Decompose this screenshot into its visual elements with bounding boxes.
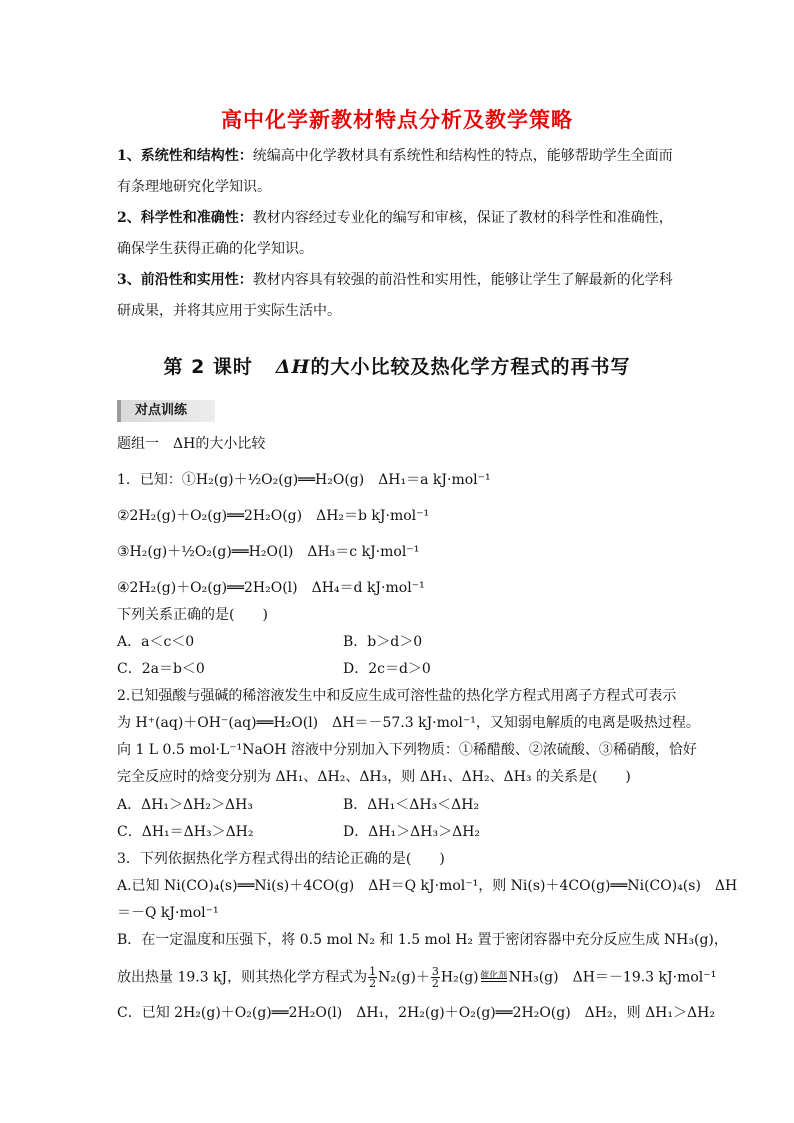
q3-option-a-line-2: ＝－Q kJ·mol⁻¹	[117, 905, 219, 921]
q3-b-text: 放出热量 19.3 kJ，则其热化学方程式为	[117, 969, 368, 986]
catalyst-label: 催化剂	[480, 971, 508, 981]
q1-option-a: A．a＜c＜0	[117, 634, 195, 650]
q1-option-d: D．2c＝d＞0	[343, 661, 431, 677]
fraction-denominator: 2	[431, 977, 439, 990]
fraction-numerator: 1	[369, 965, 377, 978]
q2-line-2: 为 H⁺(aq)＋OH⁻(aq)══H₂O(l) ΔH＝－57.3 kJ·mol⁻¹，又知弱电解质的电离是吸热过程。	[117, 715, 700, 731]
q2-option-c: C．ΔH₁＝ΔH₃＞ΔH₂	[117, 824, 254, 840]
lesson-suffix: 的大小比较及热化学方程式的再书写	[310, 356, 631, 378]
q2-option-a: A．ΔH₁＞ΔH₂＞ΔH₃	[117, 797, 253, 813]
q1-option-b: B．b＞d＞0	[343, 634, 423, 650]
q3-b-nh3: NH₃(g) ΔH＝－19.3 kJ·mol⁻¹	[508, 969, 717, 986]
q2-option-b: B．ΔH₁＜ΔH₃＜ΔH₂	[343, 797, 480, 813]
point-1-text: 统编高中化学教材具有系统性和结构性的特点，能够帮助学生全面而	[252, 148, 673, 164]
q1-eq2: ②2H₂(g)＋O₂(g)══2H₂O(g) ΔH₂＝b kJ·mol⁻¹	[117, 508, 430, 524]
q1-eq1: 1．已知：①H₂(g)＋½O₂(g)══H₂O(g) ΔH₁＝a kJ·mol⁻¹	[117, 472, 491, 488]
fraction-numerator: 3	[431, 965, 439, 978]
lesson-prefix: 第 2 课时	[163, 356, 253, 378]
q1-option-c: C．2a＝b＜0	[117, 661, 205, 677]
fraction-denominator: 2	[369, 977, 377, 990]
document-title: 高中化学新教材特点分析及教学策略	[221, 108, 573, 132]
q1-eq3: ③H₂(g)＋½O₂(g)══H₂O(l) ΔH₃＝c kJ·mol⁻¹	[117, 544, 420, 560]
q2-option-d: D．ΔH₁＞ΔH₃＞ΔH₂	[343, 824, 481, 840]
q2-line-3: 向 1 L 0.5 mol·L⁻¹NaOH 溶液中分别加入下列物质：①稀醋酸、②浓硫酸、③稀硝酸，恰好	[117, 742, 697, 758]
q3-option-b-line-2	[117, 966, 716, 989]
lesson-symbol: ΔH	[275, 356, 311, 378]
q1-eq4: ④2H₂(g)＋O₂(g)══2H₂O(l) ΔH₄＝d kJ·mol⁻¹	[117, 580, 425, 596]
point-1-line-1	[117, 146, 673, 166]
point-1-line-2: 有条理地研究化学知识。	[117, 179, 271, 195]
group-title: 题组一 ΔH的大小比较	[117, 436, 266, 452]
reversible-arrow	[479, 966, 509, 986]
point-3-text: 教材内容具有较强的前沿性和实用性，能够让学生了解最新的化学科	[252, 272, 673, 288]
section-tag: 对点训练	[117, 400, 215, 422]
point-3-line-2: 研成果，并将其应用于实际生活中。	[117, 303, 341, 319]
fraction-three-halves	[431, 966, 440, 989]
point-3-line-1	[117, 270, 673, 290]
q3-b-n2: N₂(g)＋	[378, 969, 430, 986]
q3-option-b-line-1: B．在一定温度和压强下，将 0.5 mol N₂ 和 1.5 mol H₂ 置于密闭容器中充分反应生成 NH₃(g)，	[117, 932, 728, 948]
point-3-label: 3、前沿性和实用性：	[117, 272, 253, 288]
q3-option-c-line-1: C．已知 2H₂(g)＋O₂(g)══2H₂O(l) ΔH₁，2H₂(g)＋O₂(g)══2H₂O(g) ΔH₂，则 ΔH₁＞ΔH₂	[117, 1005, 715, 1021]
fraction-half	[368, 966, 377, 989]
q3-option-a-line-1: A.已知 Ni(CO)₄(s)══Ni(s)＋4CO(g) ΔH＝Q kJ·mol⁻¹，则 Ni(s)＋4CO(g)══Ni(CO)₄(s) ΔH	[117, 878, 738, 894]
q2-line-1: 2.已知强酸与强碱的稀溶液发生中和反应生成可溶性盐的热化学方程式用离子方程式可表示	[117, 688, 677, 704]
point-1-label: 1、系统性和结构性：	[117, 148, 253, 164]
q3-b-h2: H₂(g)	[440, 969, 479, 986]
lesson-heading	[0, 352, 794, 379]
point-2-label: 2、科学性和准确性：	[117, 210, 253, 226]
q3-stem: 3．下列依据热化学方程式得出的结论正确的是( )	[117, 851, 445, 867]
point-2-line-2: 确保学生获得正确的化学知识。	[117, 241, 313, 257]
q1-stem: 下列关系正确的是( )	[117, 607, 268, 623]
point-2-line-1	[117, 208, 673, 228]
point-2-text: 教材内容经过专业化的编写和审核，保证了教材的科学性和准确性，	[252, 210, 673, 226]
q2-line-4: 完全反应时的焓变分别为 ΔH₁、ΔH₂、ΔH₃，则 ΔH₁、ΔH₂、ΔH₃ 的关系是( )	[117, 769, 631, 785]
